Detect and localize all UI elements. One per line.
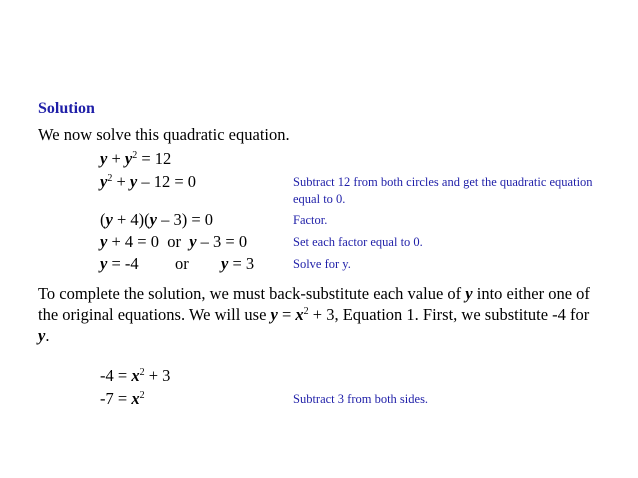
note-factor: Factor. (293, 213, 328, 227)
eq6-exponent: 2 (139, 367, 145, 378)
eq5-var-y: y (100, 254, 108, 273)
para2-eq-y: y (270, 305, 278, 324)
eq3-var-y: y (105, 210, 113, 229)
equation-2 (100, 172, 196, 192)
eq4-var-y2: y (189, 232, 197, 251)
equation-6 (100, 366, 170, 386)
eq1-var-y: y (100, 149, 108, 168)
eq3-rhs: – 3) = 0 (156, 210, 214, 229)
eq2-var-y: y (100, 172, 108, 191)
note-set-zero: Set each factor equal to 0. (293, 235, 423, 249)
eq7-lhs: -7 = (100, 389, 132, 408)
eq1-plus: + (107, 149, 125, 168)
eq2-exponent: 2 (107, 173, 113, 184)
eq7-exponent: 2 (139, 390, 145, 401)
note-subtract-12: Subtract 12 from both circles and get the quadratic equation equal to 0. (293, 175, 593, 206)
eq4-mid: + 4 = 0 or (107, 232, 190, 251)
para2-eq-exponent: 2 (303, 306, 309, 317)
eq4-var-y: y (100, 232, 108, 251)
eq5-var-y2: y (221, 254, 229, 273)
eq1-rhs: = 12 (137, 149, 172, 168)
equation-5 (100, 254, 139, 274)
eq2-rhs: – 12 = 0 (137, 172, 197, 191)
eq6-var-x: x (131, 366, 140, 385)
eq1-var-y2: y (124, 149, 133, 168)
eq5-right-rhs: = 3 (228, 254, 255, 273)
eq3-var-y2: y (149, 210, 157, 229)
para2-text-3: + 3, Equation 1. First, we substitute -4 for (308, 305, 590, 324)
equation-7 (100, 389, 145, 409)
eq4-rhs: – 3 = 0 (196, 232, 248, 251)
back-substitute-paragraph (38, 283, 598, 346)
eq7-var-x: x (131, 389, 140, 408)
equation-1 (100, 149, 171, 169)
intro-text: We now solve this quadratic equation. (38, 125, 290, 144)
equation-3 (100, 210, 213, 230)
para2-var-y: y (465, 284, 473, 303)
para2-eq-equals: = (277, 305, 296, 324)
note-solve-y: Solve for y. (293, 257, 351, 271)
eq5-or: or (175, 254, 189, 273)
para2-var-y2: y (38, 326, 46, 345)
eq2-var-y2: y (129, 172, 138, 191)
para2-text-1: To complete the solution, we must back-substitute each value of (38, 284, 466, 303)
eq5-left-rhs: = -4 (107, 254, 139, 273)
eq6-lhs: -4 = (100, 366, 132, 385)
eq2-plus: + (112, 172, 130, 191)
para2-eq-x: x (295, 305, 304, 324)
eq3-mid: + 4)( (112, 210, 150, 229)
equation-5-right (221, 254, 254, 274)
note-subtract-3: Subtract 3 from both sides. (293, 392, 429, 406)
eq3-open: ( (100, 210, 106, 229)
equation-4 (100, 232, 247, 252)
solution-heading: Solution (38, 100, 95, 117)
para2-period: . (45, 326, 50, 345)
para2-text-2: into either one of the original equations. We will use (38, 284, 590, 324)
eq1-exponent: 2 (132, 150, 138, 161)
eq6-rhs: + 3 (144, 366, 171, 385)
